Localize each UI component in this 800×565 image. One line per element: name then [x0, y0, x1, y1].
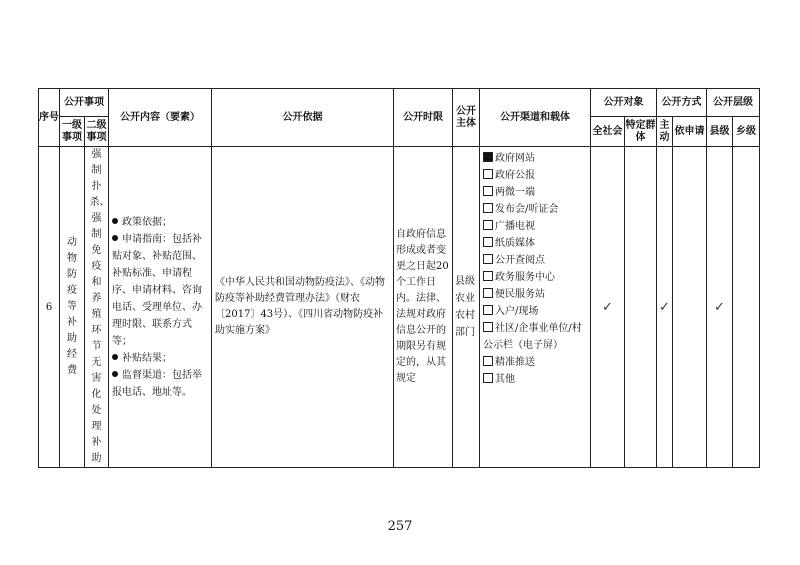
header-basis: 公开依据 — [212, 89, 394, 147]
channel-item: 政府网站 — [483, 150, 588, 167]
content-item: 补贴结果； — [112, 350, 208, 367]
content-item: 监督渠道：包括举报电话、地址等。 — [112, 369, 202, 398]
content-item: 申请指南：包括补贴对象、补贴范围、补贴标准、申请程序、申请材料、咨询电话、受理单位、办理时限、联系方式等； — [112, 233, 202, 347]
header-level1: 一级事项 — [60, 117, 85, 147]
cell-whole-society — [591, 147, 625, 468]
channel-item: 精准推送 — [483, 354, 588, 371]
cell-county — [707, 147, 733, 468]
header-seq: 序号 — [39, 89, 60, 147]
checkbox-icon — [483, 220, 493, 230]
content-item: 政策依据； — [112, 214, 208, 231]
header-content: 公开内容（要素） — [109, 89, 212, 147]
header-specific-group: 特定群体 — [625, 117, 657, 147]
channel-item: 发布会/听证会 — [483, 201, 588, 218]
row-time: 自政府信息形成或者变更之日起20个工作日内。法律、法规对政府信息公开的期限另有规定的，从其规定 — [394, 147, 453, 468]
channel-item: 政府公报 — [483, 167, 588, 184]
row-level2: 强制扑杀、强制免疫和养殖环节无害化处理补助 — [85, 147, 109, 468]
checkmark-icon: ✓ — [602, 299, 613, 315]
disclosure-table — [38, 88, 760, 468]
channel-item: 广播电视 — [483, 218, 588, 235]
checkbox-icon — [483, 305, 493, 315]
channel-item: 纸质媒体 — [483, 235, 588, 252]
bullet-icon — [112, 371, 118, 377]
row-subject: 县级农业农村部门 — [453, 147, 480, 468]
checkmark-icon: ✓ — [714, 299, 725, 315]
row-basis: 《中华人民共和国动物防疫法》、《动物防疫等补助经费管理办法》（财农〔2017〕43号）、《四川省动物防疫补助实施方案》 — [212, 147, 394, 468]
channel-item: 其他 — [483, 371, 588, 388]
checkbox-icon — [483, 237, 493, 247]
cell-township — [733, 147, 760, 468]
checkbox-icon — [483, 373, 493, 383]
header-time: 公开时限 — [394, 89, 453, 147]
header-method: 公开方式 — [657, 89, 707, 117]
cell-active — [657, 147, 673, 468]
checkmark-icon: ✓ — [659, 299, 670, 315]
header-channel: 公开渠道和载体 — [480, 89, 591, 147]
header-matter: 公开事项 — [60, 89, 109, 117]
checkbox-icon — [483, 186, 493, 196]
checkbox-checked-icon — [483, 152, 493, 162]
checkbox-icon — [483, 271, 493, 281]
header-level2: 二级事项 — [85, 117, 109, 147]
bullet-icon — [112, 235, 118, 241]
header-active: 主动 — [657, 117, 673, 147]
checkbox-icon — [483, 288, 493, 298]
header-whole-society: 全社会 — [591, 117, 625, 147]
checkbox-icon — [483, 254, 493, 264]
channel-item: 社区/企事业单位/村公示栏（电子屏） — [483, 323, 582, 351]
channel-item: 公开查阅点 — [483, 252, 588, 269]
bullet-icon — [112, 354, 118, 360]
header-county: 县级 — [707, 117, 733, 147]
header-object: 公开对象 — [591, 89, 657, 117]
channel-item: 政务服务中心 — [483, 269, 588, 286]
table-row — [39, 147, 760, 468]
row-channels — [480, 147, 591, 468]
checkbox-icon — [483, 169, 493, 179]
page-number: 257 — [387, 519, 413, 534]
row-content — [109, 147, 212, 468]
channel-item: 便民服务站 — [483, 286, 588, 303]
checkbox-icon — [483, 322, 493, 332]
bullet-icon — [112, 218, 118, 224]
header-layer: 公开层级 — [707, 89, 760, 117]
channel-item: 两微一端 — [483, 184, 588, 201]
header-township: 乡级 — [733, 117, 760, 147]
checkbox-icon — [483, 356, 493, 366]
cell-on-request — [673, 147, 707, 468]
cell-specific-group — [625, 147, 657, 468]
row-level1: 动物防疫等补助经费 — [60, 147, 85, 468]
header-subject: 公开主体 — [453, 89, 480, 147]
row-seq: 6 — [39, 147, 60, 468]
channel-item: 入户/现场 — [483, 303, 588, 320]
header-on-request: 依申请 — [673, 117, 707, 147]
checkbox-icon — [483, 203, 493, 213]
